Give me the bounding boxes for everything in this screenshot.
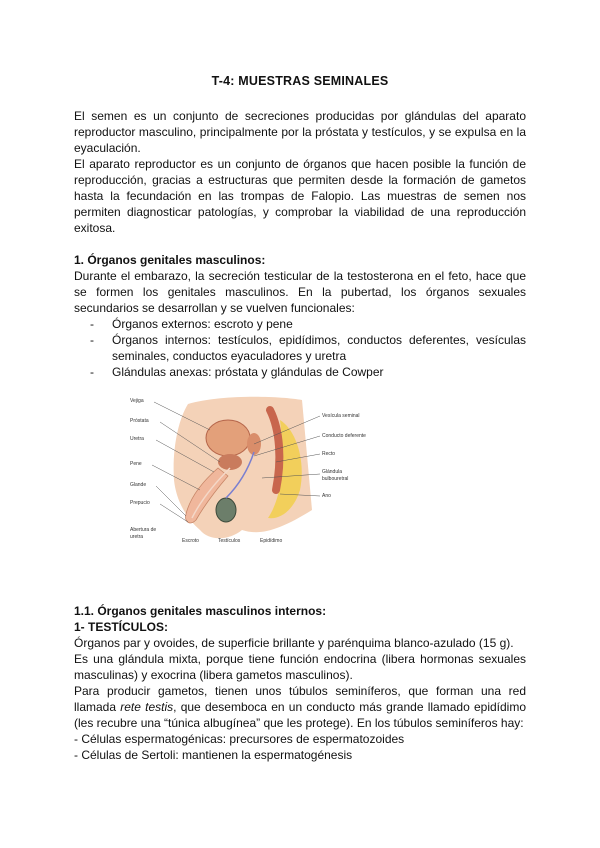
testiculos-line-1: Órganos par y ovoides, de superficie brillante y parénquima blanco-azulado (15 g). xyxy=(74,636,514,650)
section-1-heading: 1. Órganos genitales masculinos: xyxy=(74,253,266,267)
list-item: - Glándulas anexas: próstata y glándulas de Cowper xyxy=(74,364,526,380)
label-epididimo: Epidídimo xyxy=(260,538,283,544)
anatomy-figure xyxy=(130,390,380,550)
label-abertura: Abertura de xyxy=(130,527,157,533)
intro-paragraph-1: El semen es un conjunto de secreciones producidas por glándulas del aparato reproductor masculino, principalmente por la próstata y testículos, y se expulsa en la eyaculación. xyxy=(74,109,526,155)
list-item: - Células espermatogénicas: precursores de espermatozoides xyxy=(74,732,405,746)
label-vejiga: Vejiga xyxy=(130,398,144,404)
label-conducto-deferente: Conducto deferente xyxy=(322,433,366,439)
label-recto: Recto xyxy=(322,451,336,457)
testiculos-heading: 1- TESTÍCULOS: xyxy=(74,620,169,634)
label-pene: Pene xyxy=(130,461,142,467)
testiculos-paragraph-3 xyxy=(74,683,526,731)
label-escroto: Escroto xyxy=(182,538,199,544)
section-1-list xyxy=(74,316,526,380)
anatomy-illustration xyxy=(130,390,380,550)
label-vesicula-seminal: Vesícula seminal xyxy=(322,413,360,419)
label-uretra-2: uretra xyxy=(130,534,144,540)
label-prostata: Próstata xyxy=(130,418,149,424)
list-item: - Órganos externos: escroto y pene xyxy=(74,316,526,332)
testiculos-paragraph-2: Es una glándula mixta, porque tiene función endocrina (libera hormonas sexuales masculinas) y exocrina (libera gametos masculinos). xyxy=(74,652,526,682)
label-bulbouretral: bulbouretral xyxy=(322,476,349,482)
label-testiculos: Testículos xyxy=(218,538,241,544)
label-prepucio: Prepucio xyxy=(130,500,150,506)
intro-paragraph-2: El aparato reproductor es un conjunto de órganos que hacen posible la función de reproducción, gracias a estructuras que permiten desde la formación de gametos hasta la fecundación en las trompas de Falopio. Las muestras de semen nos permiten diagnosticar patologías, y comprobar la viabilidad de una reproducción exitosa. xyxy=(74,157,526,235)
section-1-1-heading: 1.1. Órganos genitales masculinos internos: xyxy=(74,604,327,618)
p3-text-b: , que desemboca en un conducto más grande llamado epidídimo (les recubre una “túnica albugínea” que les protege). En los túbulos seminíferos hay: xyxy=(74,700,526,730)
rete-testis-term: rete testis xyxy=(120,700,174,714)
label-ano: Ano xyxy=(322,493,331,499)
p3-text-a: Para producir gametos, tienen unos túbulos seminíferos, que forman una red llamada xyxy=(74,684,526,714)
list-item: - Células de Sertoli: mantienen la espermatogénesis xyxy=(74,748,353,762)
page-title: T-4: MUESTRAS SEMINALES xyxy=(211,74,389,88)
label-glande: Glande xyxy=(130,482,147,488)
section-1 xyxy=(74,252,526,380)
section-1-1 xyxy=(74,603,526,763)
label-uretra: Uretra xyxy=(130,436,144,442)
label-glandula: Glándula xyxy=(322,469,343,475)
section-1-text: Durante el embarazo, la secreción testicular de la testosterona en el feto, hace que se formen los genitales masculinos. En la pubertad, los órganos sexuales secundarios se desarrollan y se vuelven funcionales: xyxy=(74,269,526,315)
intro-section xyxy=(74,108,526,236)
list-item: - Órganos internos: testículos, epidídimos, conductos deferentes, vesículas seminales, conductos eyaculadores y uretra xyxy=(74,332,526,364)
